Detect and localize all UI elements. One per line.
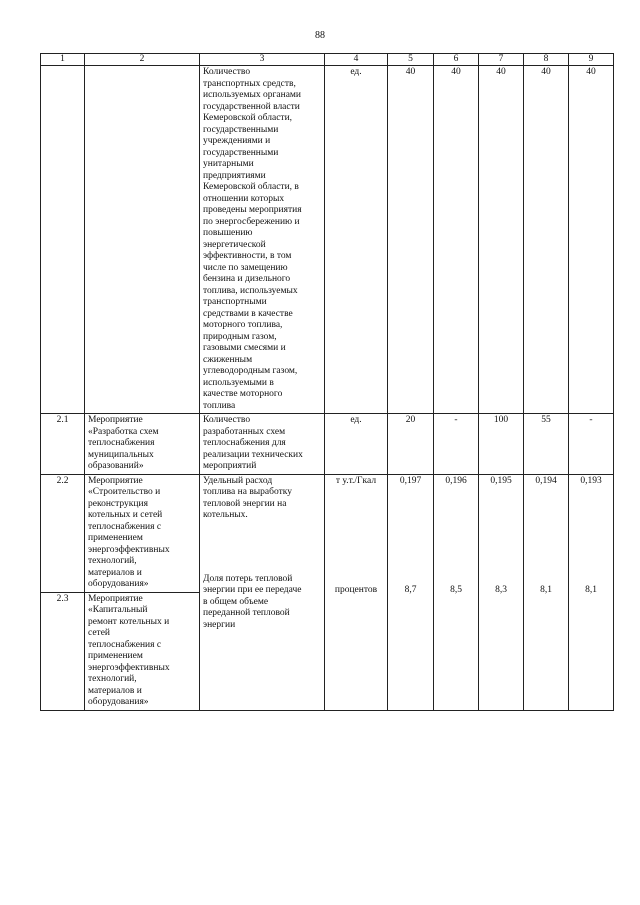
table-row: [41, 66, 614, 414]
value-cell: 55: [524, 414, 569, 475]
row-number-cell: 2.2: [41, 474, 85, 592]
value-cell: [434, 474, 479, 710]
header-cell: 8: [524, 54, 569, 66]
value-cell: -: [569, 414, 614, 475]
header-cell: 2: [85, 54, 200, 66]
page-number: 88: [315, 30, 325, 41]
indicator-cell: [200, 474, 325, 710]
value-cell: [479, 474, 524, 710]
value-a: 0,195: [490, 475, 512, 486]
measure-cell: Мероприятие «Строительство и реконструкция котельных и сетей теплоснабжения с применением энергоэффективных технологий, материалов и оборудования»: [85, 474, 200, 592]
measure-cell: Мероприятие «Разработка схем теплоснабжения муниципальных образований»: [85, 414, 200, 475]
value-cell: 40: [524, 66, 569, 414]
value-cell: -: [434, 414, 479, 475]
value-cell: [388, 474, 434, 710]
header-cell: 5: [388, 54, 434, 66]
row-number-cell: [41, 66, 85, 414]
indicators-table: [40, 53, 614, 711]
value-a: 0,197: [399, 475, 422, 486]
indicator-cell: Количество транспортных средств, используемых органами государственной власти Кемеровской области, государственными учреждениями и государственными унитарными предприятиями Кемеровской области, в отношении которых проведены мероприятия по энергосбережению и повышению энергетической эффективности, в том числе по замещению бензина и дизельного топлива, используемых транспортными средствами в качестве моторного топлива, природным газом, газовыми смесями и сжиженным углеводородным газом, используемыми в качестве моторного топлива: [200, 66, 325, 414]
value-b: 8,7: [404, 585, 417, 595]
indicator-heat-losses: Доля потерь тепловой энергии при ее передаче в общем объеме переданной тепловой энергии: [203, 573, 302, 630]
table-row: [41, 474, 614, 592]
value-b: 8,1: [540, 585, 552, 595]
value-cell: 40: [388, 66, 434, 414]
header-cell: 4: [325, 54, 388, 66]
value-b: 8,5: [450, 585, 462, 595]
value-a: 0,193: [580, 475, 602, 486]
indicator-fuel-consumption: Удельный расход топлива на выработку тепловой энергии на котельных.: [203, 475, 292, 520]
value-cell: [524, 474, 569, 710]
header-cell: 7: [479, 54, 524, 66]
value-cell: 40: [434, 66, 479, 414]
value-cell: 40: [479, 66, 524, 414]
unit-fuel: т у.т./Гкал: [335, 475, 377, 486]
value-b: 8,3: [495, 585, 507, 595]
header-cell: 6: [434, 54, 479, 66]
unit-cell: ед.: [325, 414, 388, 475]
header-cell: 3: [200, 54, 325, 66]
measure-cell: [85, 66, 200, 414]
unit-cell: [325, 474, 388, 710]
header-cell: 9: [569, 54, 614, 66]
value-a: 0,194: [535, 475, 557, 486]
value-cell: 20: [388, 414, 434, 475]
unit-cell: ед.: [325, 66, 388, 414]
value-cell: 40: [569, 66, 614, 414]
row-number-cell: 2.1: [41, 414, 85, 475]
column-numbers-row: [41, 54, 614, 66]
unit-losses: процентов: [334, 585, 378, 595]
header-cell: 1: [41, 54, 85, 66]
value-b: 8,1: [585, 585, 597, 595]
table-row: [41, 414, 614, 475]
row-number-cell: 2.3: [41, 592, 85, 710]
measure-cell: Мероприятие «Капитальный ремонт котельных и сетей теплоснабжения с применением энергоэффективных технологий, материалов и оборудования»: [85, 592, 200, 710]
indicator-cell: Количество разработанных схем теплоснабжения для реализации технических мероприятий: [200, 414, 325, 475]
value-a: 0,196: [445, 475, 467, 486]
value-cell: [569, 474, 614, 710]
value-cell: 100: [479, 414, 524, 475]
